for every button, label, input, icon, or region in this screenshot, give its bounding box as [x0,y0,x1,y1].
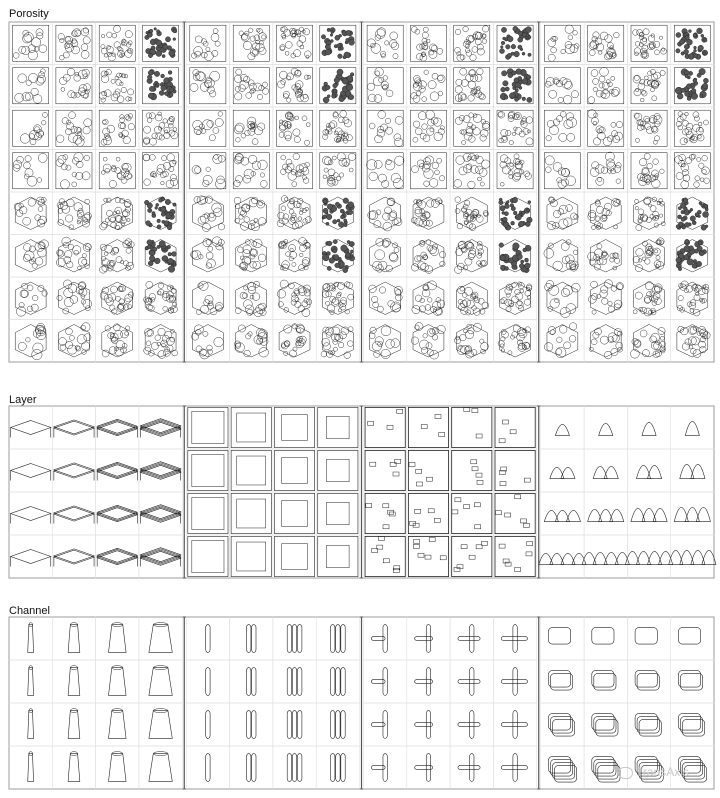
porosity-thumbnail [584,320,627,363]
layer-thumbnail [539,535,586,578]
porosity-thumbnail [541,22,584,65]
channel-thumbnail [364,617,407,660]
porosity-thumbnail [96,107,139,150]
channel-thumbnail [9,746,52,789]
porosity-thumbnail [52,22,95,65]
porosity-thumbnail [139,65,182,108]
porosity-thumbnail [9,107,52,150]
channel-panel [9,617,714,789]
porosity-thumbnail [139,107,182,150]
layer-thumbnail [541,492,584,535]
layer-thumbnail [584,406,627,449]
porosity-thumbnail [273,277,316,320]
layer-thumbnail [52,492,95,535]
porosity-thumbnail [407,192,450,235]
porosity-thumbnail [316,192,359,235]
porosity-thumbnail [407,150,450,193]
layer-thumbnail [450,406,493,449]
layer-thumbnail [139,449,182,492]
porosity-thumbnail [186,22,229,65]
channel-thumbnail [493,660,536,703]
porosity-thumbnail [450,320,493,363]
layer-thumbnail [493,449,536,492]
channel-thumbnail [186,617,229,660]
channel-thumbnail [186,746,229,789]
porosity-thumbnail [541,150,584,193]
channel-thumbnail [541,660,584,703]
porosity-thumbnail [52,150,95,193]
channel-thumbnail [450,703,493,746]
layer-thumbnail [316,535,359,578]
porosity-thumbnail [584,22,627,65]
layer-thumbnail [9,535,52,578]
porosity-thumbnail [671,22,714,65]
channel-thumbnail [541,617,584,660]
porosity-thumbnail [273,235,316,278]
porosity-thumbnail [9,235,52,278]
layer-thumbnail [9,406,52,449]
porosity-thumbnail [493,277,536,320]
porosity-thumbnail [9,277,52,320]
porosity-thumbnail [186,277,229,320]
channel-thumbnail [273,746,316,789]
porosity-thumbnail [139,22,182,65]
layer-thumbnail [52,535,95,578]
porosity-thumbnail [450,235,493,278]
porosity-thumbnail [9,22,52,65]
porosity-thumbnail [584,235,627,278]
layer-thumbnail [139,492,182,535]
porosity-thumbnail [230,192,273,235]
layer-thumbnail [139,406,182,449]
porosity-thumbnail [96,65,139,108]
porosity-thumbnail [273,150,316,193]
porosity-thumbnail [450,107,493,150]
porosity-thumbnail [316,150,359,193]
porosity-thumbnail [493,235,536,278]
porosity-thumbnail [316,22,359,65]
layer-thumbnail [407,535,450,578]
porosity-thumbnail [96,150,139,193]
channel-thumbnail [584,660,627,703]
layer-thumbnail [541,449,584,492]
porosity-thumbnail [186,192,229,235]
porosity-thumbnail [186,150,229,193]
porosity-thumbnail [316,320,359,363]
channel-thumbnail [627,703,670,746]
porosity-thumbnail [96,320,139,363]
layer-thumbnail [364,535,407,578]
channel-thumbnail [541,703,584,746]
channel-thumbnail [139,617,182,660]
layer-thumbnail [316,449,359,492]
layer-thumbnail [52,406,95,449]
layer-thumbnail [273,406,316,449]
porosity-thumbnail [364,65,407,108]
porosity-thumbnail [316,65,359,108]
porosity-thumbnail [364,150,407,193]
porosity-thumbnail [671,107,714,150]
layer-thumbnail [450,535,493,578]
porosity-thumbnail [273,22,316,65]
layer-thumbnail [316,406,359,449]
layer-thumbnail [671,492,714,535]
channel-thumbnail [9,660,52,703]
porosity-thumbnail [671,320,714,363]
porosity-thumbnail [450,65,493,108]
watermark-text: TransAxis [636,765,689,779]
channel-thumbnail [139,746,182,789]
porosity-thumbnail [96,277,139,320]
porosity-thumbnail [139,235,182,278]
channel-thumbnail [364,703,407,746]
channel-thumbnail [96,617,139,660]
porosity-thumbnail [450,277,493,320]
porosity-thumbnail [671,65,714,108]
porosity-thumbnail [52,65,95,108]
channel-thumbnail [96,746,139,789]
porosity-thumbnail [407,22,450,65]
layer-thumbnail [407,449,450,492]
porosity-thumbnail [273,65,316,108]
porosity-thumbnail [230,150,273,193]
channel-thumbnail [273,617,316,660]
porosity-thumbnail [407,320,450,363]
porosity-thumbnail [493,65,536,108]
layer-thumbnail [627,449,670,492]
porosity-thumbnail [9,320,52,363]
channel-thumbnail [273,703,316,746]
porosity-thumbnail [230,277,273,320]
layer-thumbnail [407,492,450,535]
porosity-title: Porosity [9,8,49,20]
channel-thumbnail [139,703,182,746]
layer-thumbnail [186,492,229,535]
porosity-thumbnail [364,192,407,235]
porosity-thumbnail [9,192,52,235]
porosity-thumbnail [364,22,407,65]
layer-thumbnail [273,535,316,578]
channel-thumbnail [139,660,182,703]
porosity-thumbnail [627,107,670,150]
layer-thumbnail [9,492,52,535]
porosity-thumbnail [450,150,493,193]
porosity-thumbnail [52,192,95,235]
porosity-thumbnail [186,320,229,363]
layer-thumbnail [493,492,536,535]
layer-thumbnail [316,492,359,535]
layer-thumbnail [627,492,670,535]
porosity-thumbnail [96,235,139,278]
layer-thumbnail [450,492,493,535]
porosity-thumbnail [52,277,95,320]
porosity-thumbnail [584,150,627,193]
channel-thumbnail [52,703,95,746]
layer-thumbnail [230,449,273,492]
channel-thumbnail [230,617,273,660]
channel-thumbnail [407,746,450,789]
channel-thumbnail [230,746,273,789]
porosity-thumbnail [671,150,714,193]
layer-thumbnail [96,406,139,449]
layer-thumbnail [669,535,716,578]
porosity-thumbnail [493,192,536,235]
layer-thumbnail [273,492,316,535]
channel-thumbnail [230,703,273,746]
channel-thumbnail [493,617,536,660]
layer-thumbnail [584,449,627,492]
porosity-thumbnail [541,107,584,150]
porosity-thumbnail [541,320,584,363]
porosity-thumbnail [230,235,273,278]
porosity-thumbnail [96,22,139,65]
porosity-thumbnail [584,65,627,108]
porosity-thumbnail [316,107,359,150]
porosity-thumbnail [9,65,52,108]
porosity-thumbnail [450,192,493,235]
porosity-thumbnail [671,235,714,278]
porosity-thumbnail [139,277,182,320]
porosity-thumbnail [52,235,95,278]
channel-thumbnail [541,746,584,789]
porosity-thumbnail [364,277,407,320]
porosity-thumbnail [230,65,273,108]
channel-thumbnail [316,617,359,660]
porosity-thumbnail [493,22,536,65]
layer-thumbnail [450,449,493,492]
layer-thumbnail [364,406,407,449]
layer-panel [9,406,716,578]
porosity-thumbnail [364,320,407,363]
porosity-thumbnail [627,277,670,320]
channel-thumbnail [316,703,359,746]
channel-thumbnail [671,617,714,660]
channel-thumbnail [96,703,139,746]
layer-thumbnail [230,535,273,578]
channel-thumbnail [186,660,229,703]
porosity-thumbnail [584,277,627,320]
layer-thumbnail [625,535,672,578]
channel-thumbnail [9,617,52,660]
porosity-thumbnail [96,192,139,235]
porosity-thumbnail [584,192,627,235]
layer-thumbnail [582,535,629,578]
porosity-thumbnail [139,150,182,193]
channel-thumbnail [96,660,139,703]
porosity-thumbnail [316,235,359,278]
channel-thumbnail [627,660,670,703]
porosity-thumbnail [273,320,316,363]
layer-thumbnail [273,449,316,492]
channel-thumbnail [450,660,493,703]
porosity-thumbnail [139,320,182,363]
porosity-thumbnail [273,192,316,235]
porosity-thumbnail [139,192,182,235]
layer-thumbnail [96,492,139,535]
layer-thumbnail [186,449,229,492]
porosity-thumbnail [493,320,536,363]
layer-thumbnail [9,449,52,492]
porosity-thumbnail [52,107,95,150]
porosity-thumbnail [316,277,359,320]
layer-thumbnail [541,406,584,449]
porosity-thumbnail [407,65,450,108]
layer-thumbnail [584,492,627,535]
channel-thumbnail [273,660,316,703]
porosity-thumbnail [541,277,584,320]
channel-thumbnail [493,703,536,746]
channel-thumbnail [407,660,450,703]
porosity-thumbnail [230,320,273,363]
channel-thumbnail [627,617,670,660]
channel-thumbnail [52,617,95,660]
layer-thumbnail [407,406,450,449]
porosity-thumbnail [186,235,229,278]
porosity-thumbnail [584,107,627,150]
porosity-thumbnail [627,192,670,235]
layer-thumbnail [627,406,670,449]
layer-thumbnail [186,406,229,449]
layer-title: Layer [9,394,37,406]
porosity-thumbnail [493,107,536,150]
porosity-thumbnail [407,277,450,320]
layer-thumbnail [139,535,182,578]
porosity-thumbnail [407,235,450,278]
layer-thumbnail [96,535,139,578]
porosity-thumbnail [273,107,316,150]
porosity-thumbnail [627,22,670,65]
porosity-thumbnail [364,107,407,150]
channel-thumbnail [9,703,52,746]
porosity-thumbnail [541,235,584,278]
porosity-panel [9,22,714,362]
channel-thumbnail [364,746,407,789]
wechat-bubble-icon [618,767,633,779]
channel-thumbnail [450,746,493,789]
channel-title: Channel [9,605,50,617]
layer-thumbnail [230,492,273,535]
porosity-thumbnail [230,22,273,65]
porosity-thumbnail [364,235,407,278]
porosity-thumbnail [627,150,670,193]
channel-thumbnail [316,746,359,789]
channel-thumbnail [671,660,714,703]
channel-thumbnail [584,703,627,746]
layer-thumbnail [671,406,714,449]
channel-thumbnail [407,703,450,746]
channel-thumbnail [186,703,229,746]
channel-thumbnail [316,660,359,703]
porosity-thumbnail [9,150,52,193]
porosity-thumbnail [541,65,584,108]
layer-thumbnail [186,535,229,578]
layer-thumbnail [493,406,536,449]
layer-thumbnail [96,449,139,492]
porosity-thumbnail [627,235,670,278]
layer-thumbnail [52,449,95,492]
porosity-thumbnail [52,320,95,363]
channel-thumbnail [671,703,714,746]
layer-thumbnail [493,535,536,578]
porosity-thumbnail [450,22,493,65]
porosity-thumbnail [671,277,714,320]
porosity-thumbnail [493,150,536,193]
porosity-thumbnail [541,192,584,235]
porosity-thumbnail [407,107,450,150]
channel-thumbnail [493,746,536,789]
porosity-thumbnail [671,192,714,235]
porosity-thumbnail [186,107,229,150]
channel-thumbnail [450,617,493,660]
porosity-thumbnail [627,320,670,363]
layer-thumbnail [364,492,407,535]
channel-thumbnail [407,617,450,660]
channel-thumbnail [52,660,95,703]
channel-thumbnail [584,617,627,660]
layer-thumbnail [230,406,273,449]
porosity-thumbnail [186,65,229,108]
channel-thumbnail [230,660,273,703]
channel-thumbnail [364,660,407,703]
layer-thumbnail [671,449,714,492]
watermark [618,765,689,779]
layer-thumbnail [364,449,407,492]
channel-thumbnail [52,746,95,789]
porosity-thumbnail [627,65,670,108]
porosity-thumbnail [230,107,273,150]
